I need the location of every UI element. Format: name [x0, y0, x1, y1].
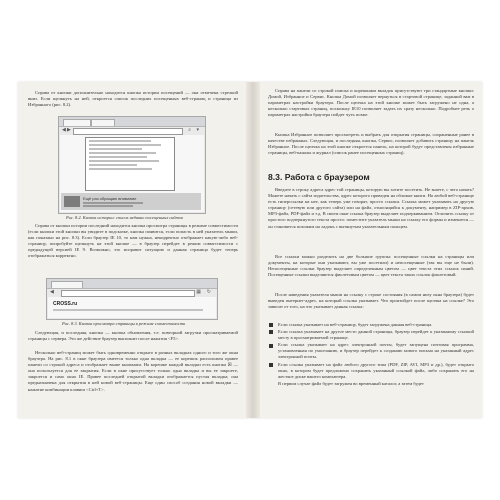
list-item: Если ссылка указывает на адрес электронной почты, будет запущена почтовая программа, установленная по умолчанию, и браузер перейдет к созданию нового письма на указанный адрес электронной почты. [268, 342, 474, 360]
list-item: Если ссылка указывает на другое место данной страницы, браузер перейдет к указанному ссылкой месту в просматриваемой странице. [268, 329, 474, 341]
figure-banner [61, 193, 201, 210]
right-paragraph-2: Кнопка Избранное позволяет просмотреть и выбрать для открытия страницы, сохраненные ранее в качестве избранных. Следующая, и последняя, кнопка, Сервис, позволяет добавить страницу на панель Избранное. После щелчка на этой кнопке откроется панель, на которой будут представлены избранные страницы, веб-каналы и журнал (список ранее посещенных страниц). [268, 132, 474, 156]
right-paragraph-5: После наведения указателя мыши на ссылку с строке состояния (в самом низу окна браузера) будет выведен интернет-адрес, на который ссылка указывает. Что произойдет после щелчка на ссылке? Это зависит от того, на что указывает данная ссылка: [268, 292, 474, 310]
link-behaviour-list [268, 322, 474, 387]
forward-arrow-icon: ▶ [67, 127, 71, 133]
figure-address-bar [61, 290, 195, 297]
left-intro-paragraph: Справа от кнопки дополнительно находится кнопка истории посещений — она отмечена стрелкой вниз. Если щелкнуть на ней, откроется список последних посещенных веб-страниц и страница из Избранного (рис. 8.2). [28, 90, 238, 108]
figure-8-2-caption: Рис. 8.2. Кнопка истории: список недавно посещенных сайтов [66, 215, 183, 220]
left-paragraph-4: Несколько веб-страниц может быть одновременно открыто в разных вкладках одного и того же окна браузера. На рис. 8.1 в окне браузера имеется только одна вкладка — ее корешок расположен правее панели со строкой адреса и отображает выше кнопками. На корешке каждой вкладки есть кнопка ☒ — она используется для ее закрытия. Если в окне присутствует только одна вкладка и вы ее закроете, закроется и само окно IE. Правее последней открытой вкладки отображается пустая вкладка; она предназначена для открытия в ней новой веб-страницы. Еще один способ создания новой вкладки — нажатие комбинации клавиш <Ctrl+T>. [28, 350, 238, 392]
left-paragraph-2: Справа от кнопки истории последний находится кнопка просмотра страницы в режиме совместимости (если кнопки этой кнопки вы увидите в подсказке, кнопка появится, если попасть в ней указатель мыши, как показано на рис. 8.3). Если браузер IE 10, то нам нужна, некорректно отображает какую-либо веб-страницу, попробуйте щелкнуть на этой кнопке — в браузер перейдет в режим совместимости с предыдущей версией IE 9. Возможно, это исправит ситуацию и данная страница будет теперь отображаться корректно. [28, 223, 238, 259]
refresh-icon: ↻ [206, 289, 211, 295]
book-gutter [246, 82, 260, 418]
compatibility-view-icon: ▦ [196, 289, 201, 295]
right-page [260, 82, 482, 418]
section-heading: 8.3. Работа с браузером [268, 172, 370, 182]
right-paragraph-1: Справа на панели со строкой поиска и корешками вкладок присутствуют три стандартные кнопки: Домой, Избранное и Сервис. Кнопка Домой позволяет вернуться в стартовой странице, заданной вам в параметрах настройки браузера. После щелчка на этой кнопке может быть загружено не одна, а несколько стартовых страниц, поскольку IE10 позволяет задать их сразу несколько. Подробнее речь о параметрах настройки браузера пойдет чуть позже. [268, 88, 474, 118]
banner-image [64, 196, 80, 207]
book-spread [18, 82, 482, 418]
dropdown-arrow-icon: ▾ [196, 127, 199, 133]
figure-tab [51, 281, 83, 288]
banner-text: Ещё раз обращаю внимание [83, 196, 137, 201]
figure-address-bar [73, 128, 183, 135]
left-paragraph-3: Следующая, и последняя, кнопка — кнопка обновления, т.е. повторной загрузки просматриваемой страницы с сервера. Это же действие браузер выполнит после нажатия <F5>. [28, 330, 238, 342]
site-logo: CROSS.ru [53, 301, 78, 307]
bullet-square-icon [269, 323, 273, 327]
history-button-figure [58, 116, 206, 214]
list-item: Если ссылка указывает на веб-страницу, будет загружена данная веб-страница. [268, 322, 474, 328]
back-arrow-icon: ◀ [50, 289, 54, 295]
bullet-square-icon [269, 330, 273, 334]
figure-tab [91, 119, 115, 126]
right-paragraph-3: Введите в строку адреса адрес той страницы, которую вы хотите посетить. Не знаете, с чего начать? Можете начать с сайта издательства, адрес которого приведен на обложке книги. На любой веб-странице есть гиперссылки на нее, как теперь уже говорят, просто ссылки. Ссылка может указывать на другую страницу (сетевую или другого сайта) или на файл, относящийся к документу, например в ZIP-архив, MP3-файл, PDF-файл и т.д. В своем окне ссылка браузер выделяет подчеркиванием. Отличить ссылку от простого подчеркнутого текста просто: поместите указатель мыши на ссылку его формы и изменится — он становится похожим на ладонь с вытянутым указательным пальцем. [268, 187, 474, 229]
bullet-square-icon [269, 344, 273, 348]
list-item: Если ссылка указывает на файл любого другого типа (PDF, ZIP, AVI, MP3 и др.), будет открыто окно, в котором будет предложено сохранить указанный ссылкой файл, либо сохранить его на жесткое диске вашего компьютера. [268, 362, 474, 380]
left-page [18, 82, 246, 418]
compatibility-button-figure [46, 278, 218, 320]
back-arrow-icon: ◀ [62, 127, 66, 133]
history-dropdown-menu [85, 137, 175, 191]
figure-tab [63, 119, 91, 126]
bullet-square-icon [269, 363, 273, 367]
list-continuation: В первом случае файл будет загружен во временный каталог, а затем будет [278, 380, 424, 386]
right-paragraph-4: Все ссылки можно разделить на две большие группы: посещенные ссылки на страницы или документы, на которые они указывают, вы уже посетили) и непосещенные (так вы еще не были). Непосещенные ссылки браузер выделяет определенным цветом — цвет текста этих ссылок синий. Посещенные ссылки выделяются фиолетовым цветом — цвет текста таких ссылок фиолетовый. [268, 254, 474, 278]
figure-8-3-caption: Рис. 8.3. Кнопка просмотра страницы в режиме совместимости [62, 321, 186, 326]
search-icon: ⌕ [188, 127, 191, 133]
